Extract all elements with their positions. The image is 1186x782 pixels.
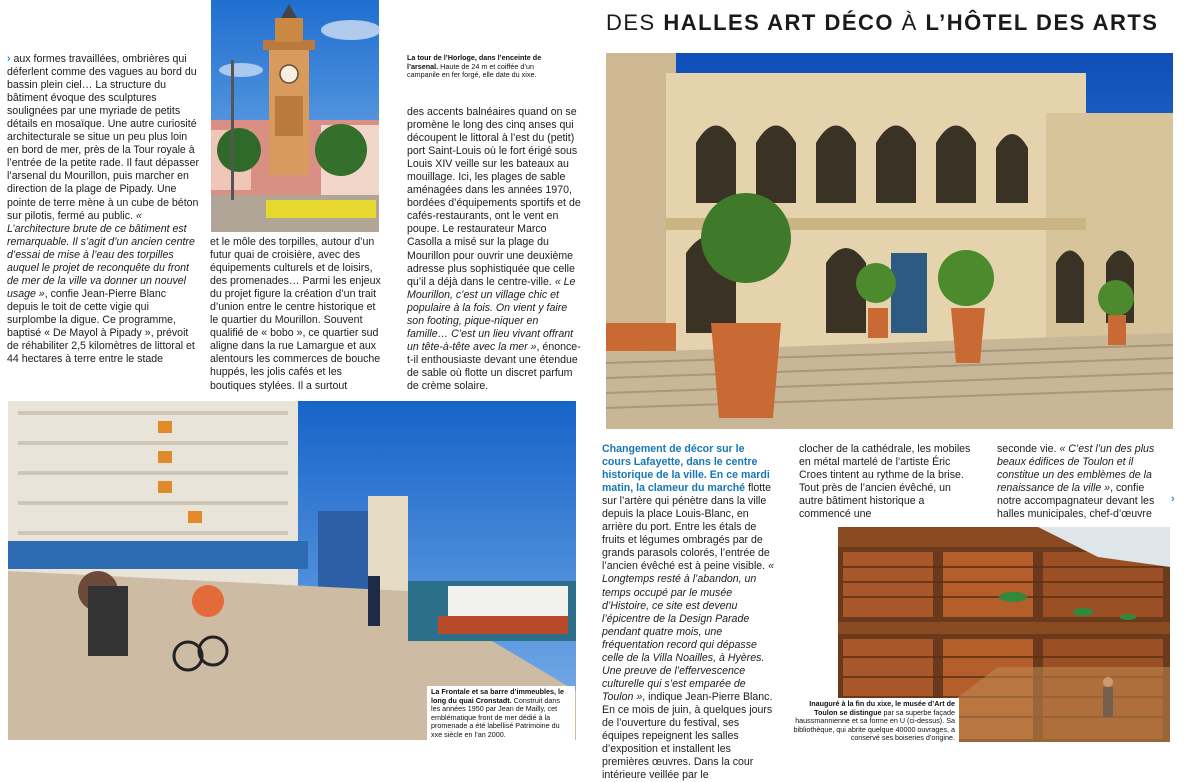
page-title: DES HALLES ART DÉCO À L’HÔTEL DES ARTS	[606, 10, 1159, 35]
text-column-5: clocher de la cathédrale, les mobiles en métal martelé de l’artiste Éric Croes tintent au rythme de la brise. Tout près de l’ancien évêché, un autre bâtiment historique a commencé une	[799, 443, 971, 521]
text-column-6: seconde vie. « C’est l’un des plus beaux édifices de Toulon et il constitue un des emblèmes de la renaissance de la ville », confie notre accompagnateur devant les halles municipales, chef-d’œuvre	[997, 443, 1155, 521]
photo-musee-art-toulon	[606, 53, 1173, 429]
text-column-2: et le môle des torpilles, autour d’un futur quai de croisière, avec des équipements culturels et de loisirs, des promenades… Parmi les enjeux du projet figure la création d’un trait d’union entre le centre historique et le quartier du Mourillon. Souvent qualifié de « bobo », ce quartier sud aligne dans la rue Lamargue et aux alentours les commerces de bouche huppés, les jolis cafés et les boutiques stylées. Il a surtout	[210, 236, 381, 392]
text-column-3: des accents balnéaires quand on se promène le long des cinq anses qui découpent le littoral à l’est du (petit) port Saint-Louis où le fort érigé sous Louis XIV veille sur les bateaux au mouillage. Ici, les plages de sable aménagées dans les années 1970, bordées d’équipements sportifs et de cafés-restaurants, ont le vent en poupe. Le restaurateur Marco Casolla a misé sur la plage du Mourillon pour ouvrir une deuxième adresse plus sophistiquée que celle qu’il a déjà dans le centre-ville. « Le Mourillon, c’est un village chic et populaire à la fois. On vient y faire son footing, pique-niquer en famille… C’est un lieu vivant offrant un tête-à-tête avec la mer », énonce-t-il enthousiaste devant une étendue de sable où flotte un discret parfum de crème solaire.	[407, 106, 581, 392]
caption-la-frontale: La Frontale et sa barre d’immeubles, le long du quai Cronstadt. Construit dans les années 1950 par Jean de Mailly, cet emblématique front de mer dédié à la promenade a été labellisé Patrimoine du xxe siècle en l’an 2000.	[427, 686, 575, 742]
continuation-arrow-icon: ›	[7, 53, 11, 65]
caption-musee: Inauguré à la fin du xixe, le musée d’Art de Toulon se distingue par sa superbe façade haussmannienne et sa forme en U (ci-dessus). Sa bibliothèque, qui abrite quelque 40000 ouvrages, a conservé ses boiseries d’origine.	[787, 698, 959, 745]
continuation-arrow-icon: ›	[1171, 493, 1175, 505]
text-column-4: Changement de décor sur le cours Lafayette, dans le centre historique de la ville. En ce mardi matin, la clameur du marché flotte sur l’artère qui pénètre dans la ville depuis la place Louis-Blanc, en arrière du port. Entre les étals de fruits et légumes ombragés par de grands parasols colorés, l’entrée de l’ancien évêché est à peine visible. « Longtemps resté à l’abandon, un temps occupé par le musée d’Histoire, ce site est devenu l’épicentre de la Design Parade pendant quatre mois, une fréquentation record qui dépasse celle de la Villa Noailles, à Hyères. Une preuve de l’effervescence culturelle qui s’est emparée de Toulon », indique Jean-Pierre Blanc. En ce mois de juin, à quelques jours de l’ouverture du festival, ses équipes repeignent les salles d’exposition et installent les premières œuvres. Dans la cour intérieure veillée par le	[602, 443, 774, 782]
text-column-1: › aux formes travaillées, ombrières qui déferlent comme des vagues au bord du bassin plein ciel… La structure du bâtiment évoque des sculptures soulignées par une myriade de petits détails en mosaïque. Une autre curiosité architecturale se situe un peu plus loin en bord de mer, près de la Tour royale à l’entrée de la petite rade. Il faut dépasser l’arsenal du Mourillon, puis marcher en direction de la plage de Pipady. Une pointe de terre mène à un cube de béton sur pilotis, fermé au public. « L’architecture brute de ce bâtiment est remarquable. Il s’agit d’un ancien centre d’essai de mise à l’eau des torpilles auquel le projet de reconquête du front de mer de la ville va donner un nouvel usage », confie Jean-Pierre Blanc depuis le toit de cette vigie qui surplombe la digue. Ce programme, baptisé « De Mayol à Pipady », prévoit de réhabiliter 2,5 kilomètres de littoral et 44 hectares à terre entre le stade	[7, 53, 199, 366]
caption-tour-horloge: La tour de l’Horloge, dans l’enceinte de l’arsenal. Haute de 24 m et coiffée d’un campanile en fer forgé, elle date du xixe.	[407, 54, 557, 80]
photo-tour-horloge	[211, 0, 379, 232]
